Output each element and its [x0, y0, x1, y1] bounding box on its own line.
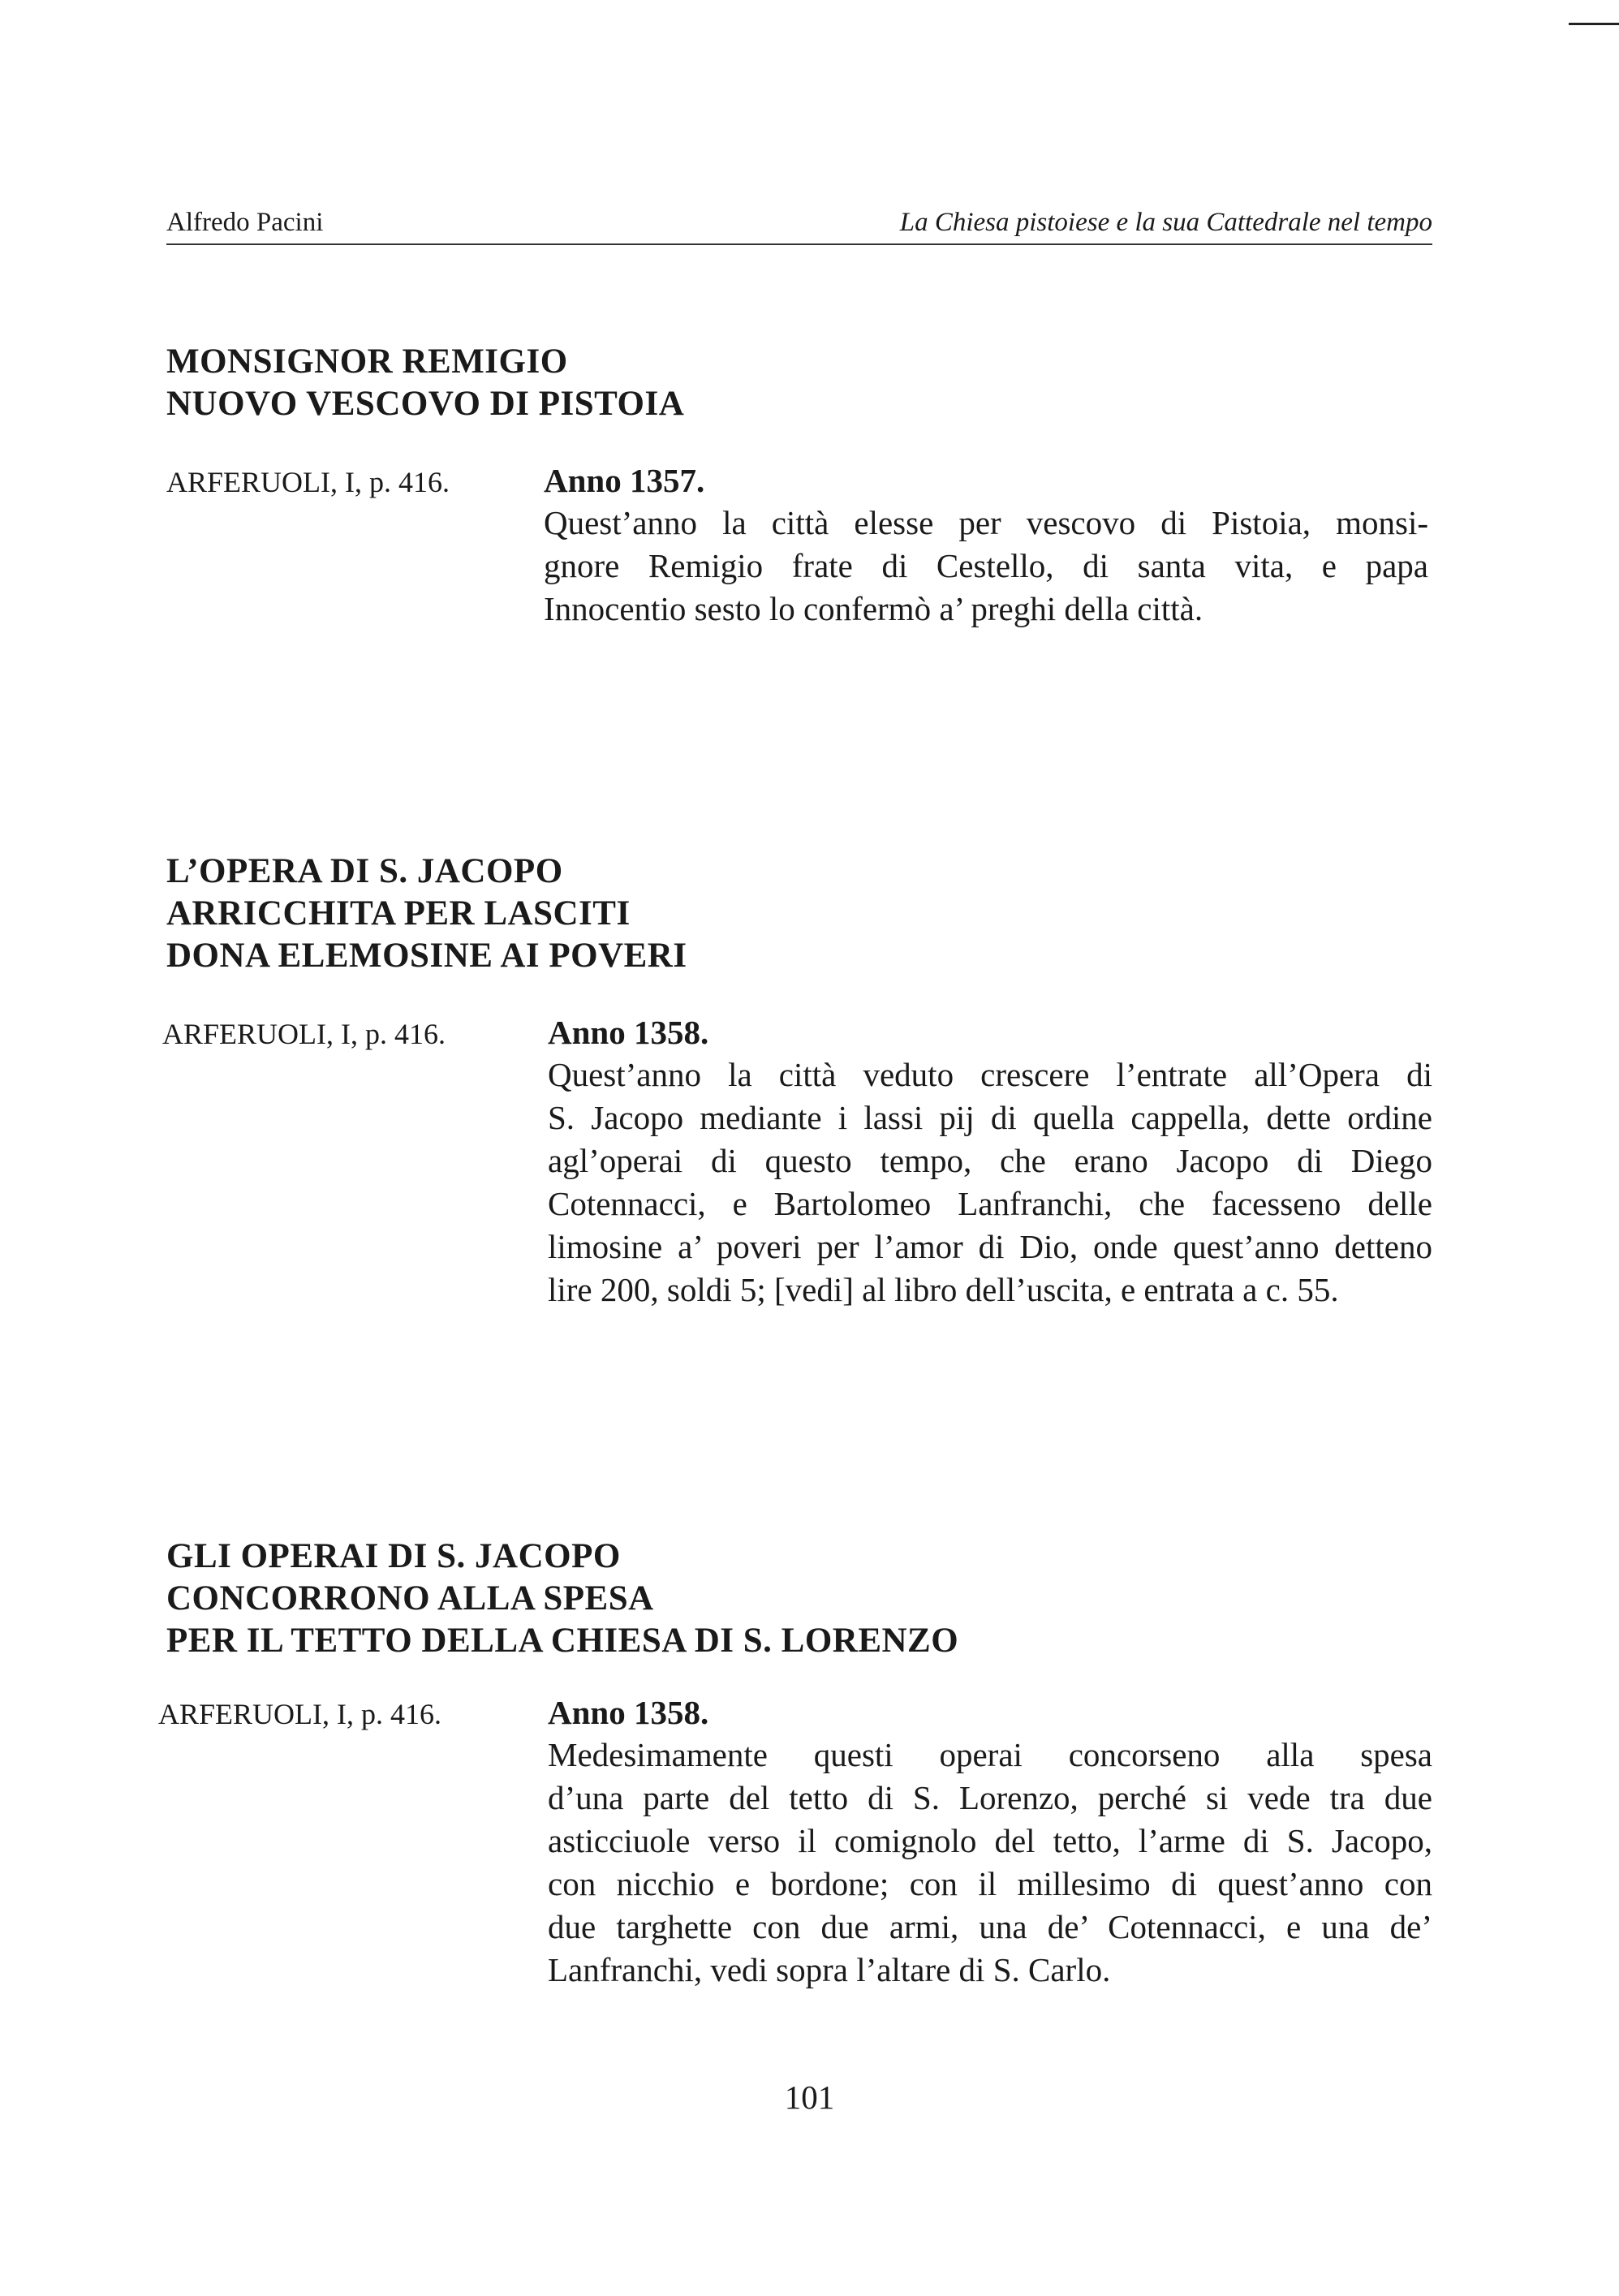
running-head-title: La Chiesa pistoiese e la sua Cattedrale nel tempo — [899, 208, 1432, 237]
heading-line: PER IL TETTO DELLA CHIESA DI S. LORENZO — [166, 1622, 959, 1660]
heading-line: MONSIGNOR REMIGIO — [166, 342, 568, 381]
page-number: 101 — [784, 2078, 835, 2116]
text-line: asticciuole verso il comignolo del tetto, l’arme di S. Jacopo, — [548, 1822, 1432, 1859]
text-line: d’una parte del tetto di S. Lorenzo, perché si vede tra due — [548, 1779, 1432, 1816]
text-line: due targhette con due armi, una de’ Cotennacci, e una de’ — [548, 1908, 1432, 1945]
entry-body — [548, 1691, 1432, 1992]
section-opera — [162, 851, 1432, 1312]
text-line: Quest’anno la città veduto crescere l’entrate all’Opera di — [548, 1056, 1432, 1093]
section-heading — [166, 1536, 1432, 1662]
text-line: Innocentio sesto lo confermò a’ preghi della città. — [544, 590, 1203, 627]
entry — [162, 1011, 1432, 1312]
entry-year: Anno 1358. — [548, 1694, 709, 1731]
heading-line: GLI OPERAI DI S. JACOPO — [166, 1537, 621, 1575]
text-line: con nicchio e bordone; con il millesimo di quest’anno con — [548, 1865, 1432, 1902]
entry-year: Anno 1358. — [548, 1014, 709, 1051]
entry — [158, 1691, 1432, 1992]
text-line: lire 200, soldi 5; [vedi] al libro dell’uscita, e entrata a c. 55. — [548, 1271, 1339, 1308]
text-line: S. Jacopo mediante i lassi pij di quella cappella, dette ordine — [548, 1099, 1432, 1136]
entry — [166, 459, 1432, 631]
heading-line: NUOVO VESCOVO DI PISTOIA — [166, 385, 685, 423]
text-line: gnore Remigio frate di Cestello, di santa vita, e papa — [544, 547, 1428, 584]
entry-text — [548, 1734, 1432, 1992]
source-citation: ARFERUOLI, I, p. 416. — [158, 1698, 441, 1730]
edge-mark — [1569, 23, 1619, 25]
text-line: Quest’anno la città elesse per vescovo di Pistoia, monsi- — [544, 504, 1428, 541]
text-line: Lanfranchi, vedi sopra l’altare di S. Carlo. — [548, 1951, 1111, 1988]
section-remigio — [166, 341, 1432, 631]
section-heading — [166, 341, 1432, 425]
running-head — [166, 206, 1432, 245]
entry-body — [548, 1011, 1432, 1312]
heading-line: ARRICCHITA PER LASCITI — [166, 894, 631, 933]
running-head-author: Alfredo Pacini — [166, 208, 324, 237]
entry-text — [548, 1053, 1432, 1312]
text-line: limosine a’ poveri per l’amor di Dio, onde quest’anno detteno — [548, 1228, 1432, 1265]
text-line: Medesimamente questi operai concorseno alla spesa — [548, 1736, 1432, 1773]
entry-year: Anno 1357. — [544, 462, 705, 499]
source-citation: ARFERUOLI, I, p. 416. — [166, 466, 450, 498]
source-citation: ARFERUOLI, I, p. 416. — [162, 1018, 446, 1050]
entry-text — [544, 502, 1428, 631]
heading-line: L’OPERA DI S. JACOPO — [166, 852, 563, 890]
section-heading — [166, 851, 1432, 977]
entry-body — [544, 459, 1428, 631]
section-lorenzo — [158, 1536, 1432, 1992]
heading-line: DONA ELEMOSINE AI POVERI — [166, 937, 687, 975]
text-line: agl’operai di questo tempo, che erano Jacopo di Diego — [548, 1142, 1432, 1179]
text-line: Cotennacci, e Bartolomeo Lanfranchi, che facesseno delle — [548, 1185, 1432, 1222]
heading-line: CONCORRONO ALLA SPESA — [166, 1579, 654, 1618]
